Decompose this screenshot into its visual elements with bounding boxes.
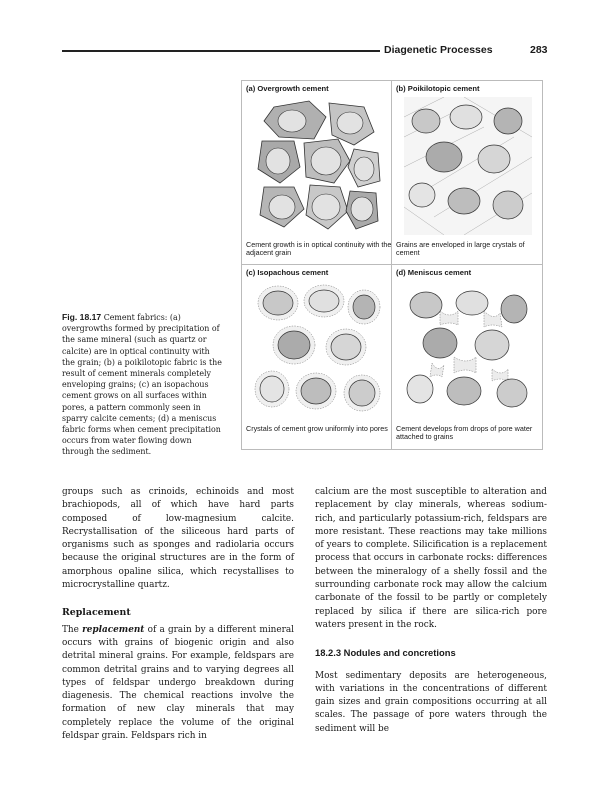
grain-drawing bbox=[404, 97, 532, 235]
left-column bbox=[62, 486, 294, 743]
isopachous-cement-illustration bbox=[254, 281, 382, 419]
poikilotopic-cement-illustration bbox=[404, 97, 532, 235]
paragraph-lead: The bbox=[62, 624, 83, 635]
meniscus-cement-illustration bbox=[404, 281, 532, 419]
figure-18-17 bbox=[241, 80, 543, 450]
panel-title: (c) Isopachous cement bbox=[246, 268, 329, 277]
paragraph-body: of a grain by a different mineral occurs with grains of biogenic origin and also detrital mineral grains. For example, feldspars are common detrital grains and to varying degrees all types of feldspar undergo breakdown during diagenesis. The chemical reactions involve the formation of new clay minerals that may completely replace the volume of the original feldspar grain. Feldspars rich in bbox=[62, 624, 294, 742]
body-paragraph: groups such as crinoids, echinoids and most brachiopods, all of which have hard parts composed of low-magnesium calcite. Recrystallisation of the siliceous hard parts of organisms such as sponges and radiolaria occurs because the original structures are in the form of amorphous opaline silica, which recystallises to microcrystalline quartz. bbox=[62, 487, 294, 591]
overgrowth-cement-illustration bbox=[254, 97, 382, 235]
panel-caption: Crystals of cement grow uniformly into pores bbox=[246, 424, 388, 433]
running-title: Diagenetic Processes bbox=[384, 44, 493, 56]
grain-drawing bbox=[404, 281, 532, 419]
figure-label: Fig. 18.17 bbox=[62, 312, 102, 322]
page-number: 283 bbox=[530, 44, 548, 56]
grain-drawing bbox=[254, 281, 382, 419]
right-column bbox=[315, 486, 547, 736]
panel-caption: Grains are enveloped in large crystals of cement bbox=[396, 240, 525, 258]
panel-title: (a) Overgrowth cement bbox=[246, 84, 329, 93]
panel-meniscus-cement bbox=[392, 265, 542, 449]
body-paragraph: Most sedimentary deposits are heterogeneous, with variations in the concentrations of different gain sizes and grain compositions occurring at all scales. The passage of pore waters through the sediment will be bbox=[315, 670, 547, 734]
panel-caption: Cement develops from drops of pore water attached to grains bbox=[396, 424, 533, 442]
body-paragraph bbox=[62, 624, 294, 744]
panel-isopachous-cement bbox=[242, 265, 392, 449]
panel-caption: Cement growth is in optical continuity with the adjacent grain bbox=[246, 240, 392, 258]
panel-title: (b) Poikilotopic cement bbox=[396, 84, 480, 93]
subsection-heading-nodules: 18.2.3 Nodules and concretions bbox=[315, 647, 456, 659]
grain-drawing bbox=[254, 97, 382, 235]
section-heading-replacement: Replacement bbox=[62, 607, 131, 619]
figure-caption-text: Cement fabrics: (a) overgrowths formed by precipitation of the same mineral (such as quartz or calcite) are in optical continuity with the grain; (b) a poikilotopic fabric is the result of cement minerals completely enveloping grains; (c) an isopachous cement grows on all surfaces within pores, a pattern commonly seen in sparry calcite cements; (d) a meniscus fabric forms when cement precipitation occurs from water flowing down through the sediment. bbox=[62, 313, 222, 457]
panel-poikilotopic-cement bbox=[392, 81, 542, 265]
body-paragraph: calcium are the most susceptible to alteration and replacement by clay minerals, whereas sodium-rich, and particularly potassium-rich, feldspars are more resistant. These reactions may take millions of years to complete. Silicification is a replacement process that occurs in carbonate rocks: differences between the mineralogy of a shelly fossil and the surrounding carbonate rock may allow the calcium carbonate of the fossil to be partly or completely replaced by silica if there are silica-rich pore waters present in the rock. bbox=[315, 487, 547, 630]
panel-overgrowth-cement bbox=[242, 81, 392, 265]
figure-caption bbox=[62, 312, 222, 458]
panel-title: (d) Meniscus cement bbox=[396, 268, 472, 277]
header-rule bbox=[62, 50, 380, 52]
key-term: replacement bbox=[82, 624, 145, 635]
